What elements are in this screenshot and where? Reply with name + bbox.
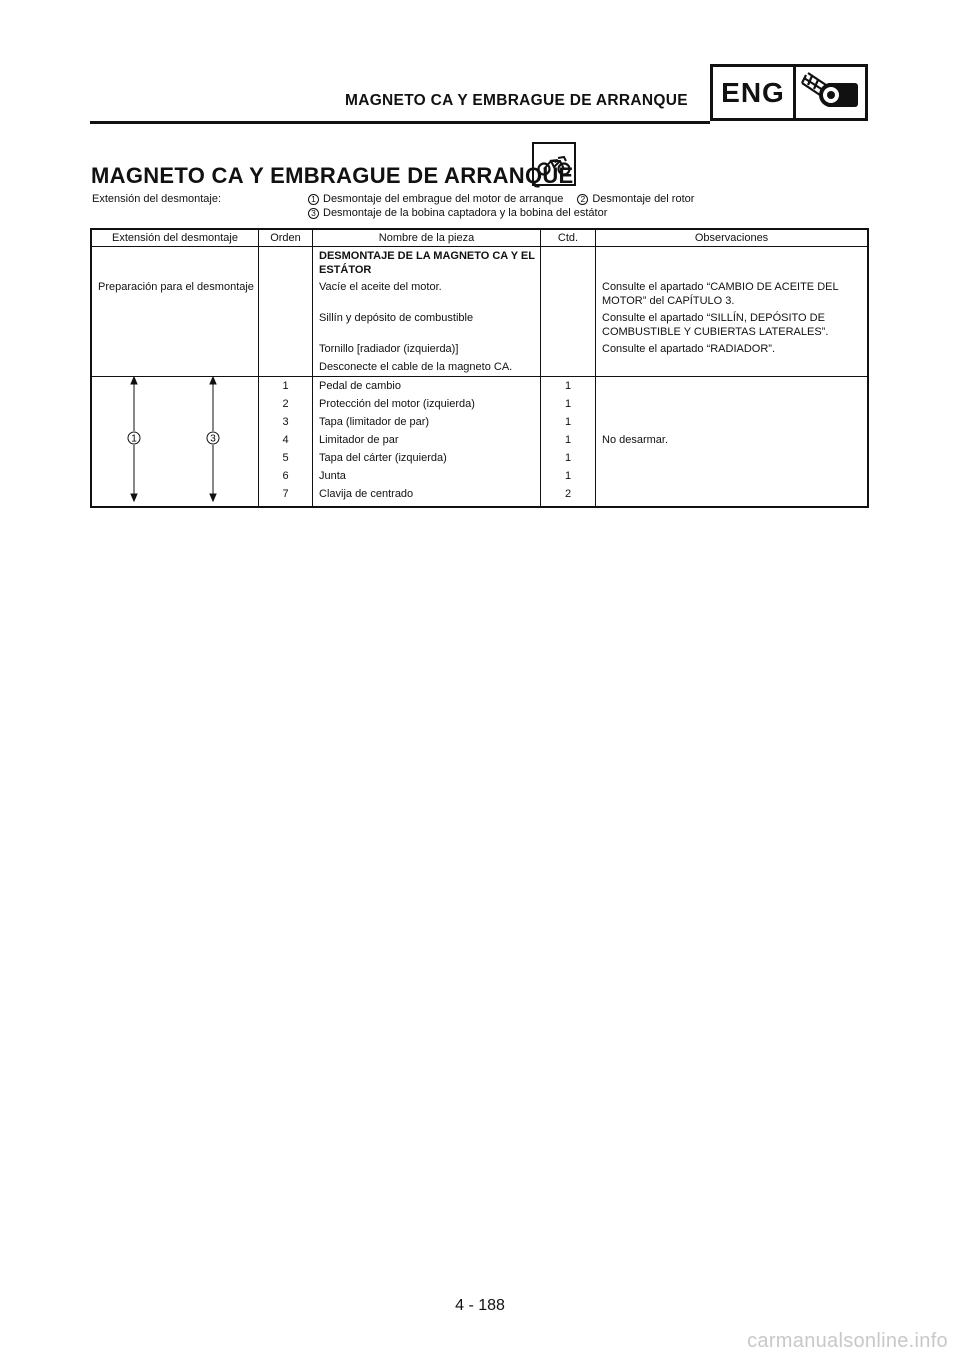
part-name: Tornillo [radiador (izquierda)] (319, 343, 459, 355)
qty-cell (541, 377, 596, 508)
order-cell (259, 377, 313, 508)
qty-cell (541, 247, 596, 377)
extent-cell (91, 247, 259, 377)
table-row-preparation (91, 247, 868, 377)
step-number: 3 (308, 208, 319, 219)
name-cell (313, 377, 541, 508)
step-number: 2 (577, 194, 588, 205)
part-qty: 1 (564, 380, 572, 392)
section-code: ENG (713, 67, 796, 118)
column-header: Observaciones (596, 229, 869, 247)
extent-item: Desmontaje de la bobina captadora y la bobina del estátor (323, 207, 608, 219)
name-cell (313, 247, 541, 377)
order-number: 1 (282, 380, 289, 392)
order-number: 4 (282, 434, 289, 446)
arrow-label: 3 (210, 433, 216, 445)
part-name: Vacíe el aceite del motor. (319, 281, 442, 293)
part-name: Pedal de cambio (319, 380, 401, 392)
header-rule (90, 121, 710, 124)
part-name: Clavija de centrado (319, 488, 414, 500)
prep-heading: DESMONTAJE DE LA MAGNETO CA Y EL ESTÁTOR (319, 250, 535, 276)
order-number: 6 (282, 470, 289, 482)
section-title: MAGNETO CA Y EMBRAGUE DE ARRANQUE (91, 163, 574, 188)
observation: Consulte el apartado “RADIADOR”. (602, 343, 776, 355)
observation: Consulte el apartado “CAMBIO DE ACEITE DEL MOTOR” del CAPÍTULO 3. (602, 281, 839, 307)
column-header: Orden (259, 229, 313, 247)
order-number: 7 (282, 488, 289, 500)
part-qty: 2 (564, 488, 572, 500)
page-number: 4 - 188 (455, 1297, 505, 1314)
part-name: Tapa (limitador de par) (319, 416, 430, 428)
extent-item: Desmontaje del rotor (592, 193, 695, 205)
part-name: Tapa del cárter (izquierda) (319, 452, 447, 464)
extent-arrows-cell (91, 377, 259, 508)
part-qty: 1 (564, 398, 572, 410)
header-title: MAGNETO CA Y EMBRAGUE DE ARRANQUE (345, 92, 688, 109)
preparation-label: Preparación para el desmontaje (98, 281, 254, 293)
obs-cell (596, 377, 869, 508)
observation: No desarmar. (602, 434, 669, 446)
watermark: carmanualsonline.info (747, 1330, 948, 1352)
column-header: Ctd. (541, 229, 596, 247)
column-header: Extensión del desmontaje (91, 229, 259, 247)
section-badge (710, 64, 868, 121)
order-number: 5 (282, 452, 289, 464)
part-name: Sillín y depósito de combustible (319, 312, 474, 324)
order-number: 2 (282, 398, 289, 410)
table-header-row (91, 229, 868, 247)
extent-line-1 (308, 193, 694, 205)
part-name: Desconecte el cable de la magneto CA. (319, 361, 513, 373)
disassembly-table (90, 228, 869, 508)
order-cell (259, 247, 313, 377)
part-qty: 1 (564, 470, 572, 482)
part-name: Limitador de par (319, 434, 399, 446)
observation: Consulte el apartado “SILLÍN, DEPÓSITO DE COMBUSTIBLE Y CUBIERTAS LATERALES”. (602, 312, 829, 338)
part-name: Junta (319, 470, 346, 482)
extent-arrows (92, 377, 258, 503)
obs-cell (596, 247, 869, 377)
part-qty: 1 (564, 452, 572, 464)
extent-item: Desmontaje del embrague del motor de arranque (323, 193, 564, 205)
extent-line-2 (308, 207, 607, 219)
column-header: Nombre de la pieza (313, 229, 541, 247)
part-qty: 1 (564, 416, 572, 428)
arrow-label: 1 (131, 433, 137, 445)
table-row-parts (91, 377, 868, 508)
step-number: 1 (308, 194, 319, 205)
motorcycle-icon (532, 142, 576, 186)
extent-label: Extensión del desmontaje: (92, 193, 222, 205)
engine-bolt-icon (796, 67, 865, 118)
part-name: Protección del motor (izquierda) (319, 398, 475, 410)
part-qty: 1 (564, 434, 572, 446)
order-number: 3 (282, 416, 289, 428)
